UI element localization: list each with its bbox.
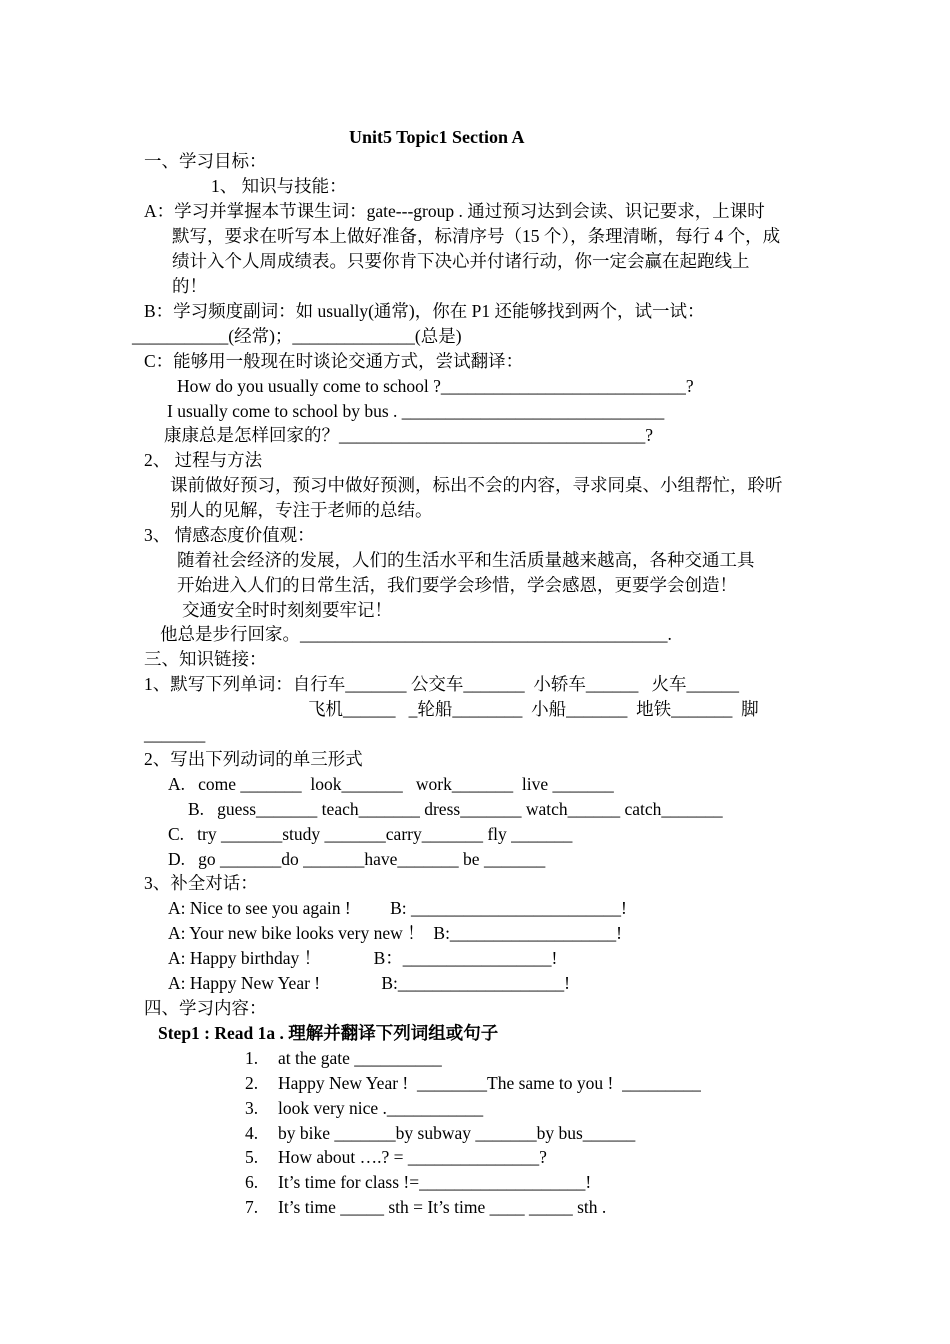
list-item-number: 3. — [245, 1098, 259, 1118]
fill-blank-line: 1、默写下列单词：自行车_______ 公交车_______ 小轿车______ 火车______ — [144, 674, 739, 694]
text-line: 随着社会经济的发展，人们的生活水平和生活质量越来越高，各种交通工具 — [177, 550, 755, 570]
fill-blank-line: 康康总是怎样回家的？___________________________________? — [164, 425, 654, 445]
section-heading-content: 四、学习内容： — [144, 998, 267, 1018]
subheading-knowledge: 1、 知识与技能： — [211, 176, 347, 196]
list-item: It’s time _____ sth = It’s time ____ _____ sth . — [278, 1197, 607, 1217]
list-item: look very nice .___________ — [278, 1098, 484, 1118]
fill-blank-line: _______ — [144, 724, 206, 744]
fill-blank-line: 他总是步行回家。__________________________________________. — [160, 624, 672, 644]
subheading-attitude: 3、 情感态度价值观： — [144, 525, 315, 545]
text-line: B：学习频度副词：如 usually(通常)，你在 P1 还能够找到两个，试一试： — [144, 301, 705, 321]
text-line: A：学习并掌握本节课生词：gate---group . 通过预习达到会读、识记要求，上课时 — [144, 201, 765, 221]
list-item-number: 1. — [245, 1048, 259, 1068]
list-item: Happy New Year ! ________The same to you ! _________ — [278, 1073, 701, 1093]
fill-blank-line: B. guess_______ teach_______ dress_______ watch______ catch_______ — [188, 799, 723, 819]
dialogue-line: A: Your new bike looks very new ！ B:___________________! — [168, 923, 623, 943]
section-heading-links: 三、知识链接： — [144, 649, 267, 669]
list-item-number: 5. — [245, 1147, 259, 1167]
text-line: 交通安全时时刻刻要牢记！ — [182, 600, 392, 620]
text-line: 绩计入个人周成绩表。只要你肯下决心并付诸行动，你一定会赢在起跑线上 — [172, 251, 750, 271]
page-title: Unit5 Topic1 Section A — [349, 127, 525, 147]
fill-blank-line: A. come _______ look_______ work_______ live _______ — [168, 774, 614, 794]
dialogue-line: A: Happy birthday ！ B：_________________! — [168, 948, 558, 968]
list-item: at the gate __________ — [278, 1048, 442, 1068]
text-line: 默写，要求在听写本上做好准备，标清序号（15 个），条理清晰，每行 4 个，成 — [172, 226, 781, 246]
list-item: It’s time for class !=___________________! — [278, 1172, 592, 1192]
text-line: 的！ — [172, 276, 207, 296]
fill-blank-line: ___________(经常)；______________(总是) — [132, 326, 462, 346]
list-item-number: 4. — [245, 1123, 259, 1143]
dialogue-line: A: Nice to see you again ! B: ________________________! — [168, 898, 627, 918]
step-heading: Step1 : Read 1a . 理解并翻译下列词组或句子 — [158, 1023, 499, 1043]
fill-blank-line: How do you usually come to school ?____________________________? — [177, 376, 694, 396]
list-item: by bike _______by subway _______by bus______ — [278, 1123, 636, 1143]
subheading-process: 2、 过程与方法 — [144, 450, 263, 470]
subheading-verbs: 2、写出下列动词的单三形式 — [144, 749, 363, 769]
fill-blank-line: D. go _______do _______have_______ be _______ — [168, 849, 546, 869]
list-item: How about ….? = _______________? — [278, 1147, 547, 1167]
fill-blank-line: C. try _______study _______carry_______ fly _______ — [168, 824, 573, 844]
text-line: 别人的见解，专注于老师的总结。 — [170, 500, 433, 520]
text-line: C：能够用一般现在时谈论交通方式，尝试翻译： — [144, 351, 524, 371]
section-heading-goals: 一、学习目标： — [144, 151, 267, 171]
dialogue-line: A: Happy New Year ! B:___________________! — [168, 973, 570, 993]
text-line: 课前做好预习，预习中做好预测，标出不会的内容，寻求同桌、小组帮忙，聆听 — [170, 475, 783, 495]
list-item-number: 2. — [245, 1073, 259, 1093]
list-item-number: 7. — [245, 1197, 259, 1217]
fill-blank-line: I usually come to school by bus . ______________________________ — [167, 401, 665, 421]
subheading-dialogue: 3、补全对话： — [144, 873, 258, 893]
text-line: 开始进入人们的日常生活，我们要学会珍惜，学会感恩，更要学会创造！ — [177, 575, 737, 595]
fill-blank-line: 飞机______ _轮船________ 小船_______ 地铁_______ 脚 — [308, 699, 759, 719]
list-item-number: 6. — [245, 1172, 259, 1192]
